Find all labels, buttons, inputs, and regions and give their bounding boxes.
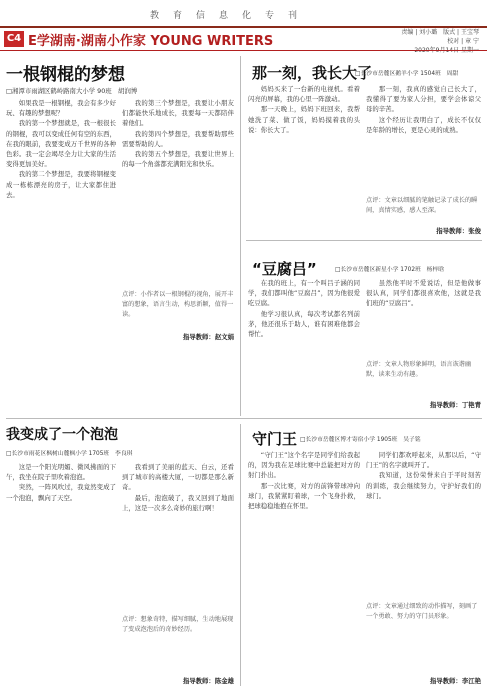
section-divider — [6, 418, 482, 419]
grew-up-para: 妈妈买来了一台新的电视机。看着闪亮的屏幕，我的心里一阵激动。 — [248, 85, 360, 104]
grew-up-comment: 点评：文章以细腻的笔触记录了成长的瞬间，真情实感，感人至深。 — [366, 197, 478, 214]
bubble-para: 我看到了美丽的蓝天、白云，还看到了城市的高楼大厦，一切都是那么新奇。 — [122, 463, 234, 492]
top-banner — [0, 0, 487, 8]
bubble-para: 这是一个阳光明媚、微风拂面的下午，我坐在院子里吹着泡泡。 — [6, 463, 116, 482]
rotten-comment: 点评：文章人物形象鲜明，语言诙谐幽默，读来生动有趣。 — [366, 361, 472, 378]
goalkeeper-byline: □长沙市岳麓区博才寄宿小学 1905班 吴子铭 — [300, 437, 421, 443]
grew-up-col-2 — [366, 84, 481, 194]
dream-col-1 — [6, 98, 116, 338]
grew-up-byline: □长沙市岳麓区鹅羊小学 1504班 周甜 — [355, 71, 459, 77]
rotten-byline: □长沙市岳麓区新星小学 1702班 杨梓晗 — [335, 267, 445, 273]
rotten-teacher: 指导教师：丁艳青 — [429, 401, 481, 409]
editor-line: 责编 | 刘小璐 版式 | 王宝琴 — [401, 29, 479, 36]
rotten-para: 他学习很认真，每次考试都名列前茅，他还很乐于助人，谁有困难他都会帮忙。 — [248, 309, 360, 339]
rotten-col-2 — [366, 278, 481, 358]
column-divider — [240, 56, 241, 416]
bubble-para: 最后，泡泡破了，我又回到了地面上，这是一次多么奇妙的旅行啊！ — [122, 493, 234, 512]
grew-up-para: 那一天晚上，妈妈下班回来，我帮她洗了菜、做了饭，妈妈摸着我的头说：你长大了。 — [248, 105, 360, 134]
dream-para: 我的第四个梦想是，我要帮助那些需要帮助的人。 — [122, 129, 234, 148]
dream-byline: □湘潭市雨湖区鹤岭路南大小学 90班 胡润博 — [6, 87, 138, 95]
page-tag: C4 — [4, 31, 24, 47]
dream-col-2 — [122, 98, 234, 288]
rotten-title: “豆腐吕” — [252, 260, 317, 278]
bubble-byline: □长沙市雨花区枫树山麓枫小学 1705班 李良琪 — [6, 451, 133, 457]
goalkeeper-comment: 点评：文章通过细致的动作描写，刻画了一个勇敢、努力的守门员形象。 — [366, 603, 478, 620]
goalkeeper-col-2 — [366, 450, 481, 600]
rotten-para: 虽然他平时不爱说话，但是他做事很认真，同学们都很喜欢他，这就是我们班的“豆腐吕”。 — [366, 279, 481, 308]
goalkeeper-para: 同学们都欢呼起来，从那以后，“守门王”的名字就叫开了。 — [366, 451, 481, 470]
goalkeeper-para: “守门王”这个名字是同学们给我起的，因为我在足球比赛中总能把对方的射门扑出。 — [248, 451, 360, 480]
bubble-col-2 — [122, 462, 234, 612]
grew-up-teacher: 指导教师：张俊 — [436, 227, 481, 235]
bubble-title: 我变成了一个泡泡 — [6, 427, 118, 443]
bubble-comment: 点评：想象奇特，描写细腻，生动地展现了变成泡泡后的奇妙经历。 — [122, 616, 234, 633]
goalkeeper-title: 守门王 — [252, 430, 298, 448]
bubble-para: 突然，一阵风吹过，我竟然变成了一个泡泡，飘向了天空。 — [6, 483, 116, 502]
grew-up-title: 那一刻，我长大了 — [252, 64, 373, 82]
dream-para: 我的第二个梦想是，我要将钢棍变成一栋栋漂亮的房子，让大家都住进去。 — [6, 170, 116, 199]
dream-para: 如果我是一根钢棍，我会有多少好玩、有趣的梦想呢？ — [6, 99, 116, 118]
dream-title: 一根钢棍的梦想 — [6, 65, 125, 85]
dream-para: 我的第一个梦想就是，我一根很长的钢棍，我可以变成任何有空的东西，在我的眼前，我要变成万千世界的各种色彩。我一定会竭尽全力让大家的生活变得更加美好。 — [6, 119, 116, 169]
banner-title: 教育信息化专刊 — [150, 11, 312, 21]
goalkeeper-para: 我知道，这份荣誉来自于平时刻苦的训练，我会继续努力，守护好我们的球门。 — [366, 471, 481, 500]
grew-up-col-1 — [248, 84, 360, 234]
proof-line: 校对 | 章 宁 — [447, 38, 479, 45]
goalkeeper-col-1 — [248, 450, 360, 686]
rotten-para: 在我的班上，有一个叫吕子涵的同学，我们都叫他“豆腐吕”，因为他很爱吃豆腐。 — [248, 279, 360, 308]
dream-para: 我的第五个梦想是，我要让世界上的每一个角落都充满阳光和快乐。 — [122, 150, 234, 169]
section-divider — [246, 240, 482, 241]
dream-comment: 点评：小作者以一根钢棍的视角，展开丰富的想象，语言生动，构思新颖，值得一读。 — [122, 291, 234, 318]
grew-up-para: 这个经历让我明白了，成长不仅仅是年龄的增长，更是心灵的成熟。 — [366, 115, 481, 134]
goalkeeper-teacher: 指导教师：李江艳 — [429, 677, 481, 685]
bubble-teacher: 指导教师：陈金雄 — [182, 677, 234, 685]
page-heading: E学湖南·湖南小作家 YOUNG WRITERS — [28, 34, 274, 49]
header-divider — [0, 50, 487, 51]
column-divider — [240, 424, 241, 686]
bubble-col-1 — [6, 462, 116, 687]
dream-para: 我的第三个梦想是，我要让小朋友们都能快乐地成长，我要每一天都陪伴着他们。 — [122, 99, 234, 128]
grew-up-para: 那一刻，我真的感觉自己长大了，我懂得了要为家人分担，要学会体谅父母的辛苦。 — [366, 85, 481, 114]
goalkeeper-para: 那一次比赛，对方的前锋带球冲向球门，我紧紧盯着球，一个飞身扑救，把球稳稳地抱在怀里。 — [248, 481, 360, 511]
dream-teacher: 指导教师：赵文娟 — [182, 333, 234, 341]
rotten-col-1 — [248, 278, 360, 408]
